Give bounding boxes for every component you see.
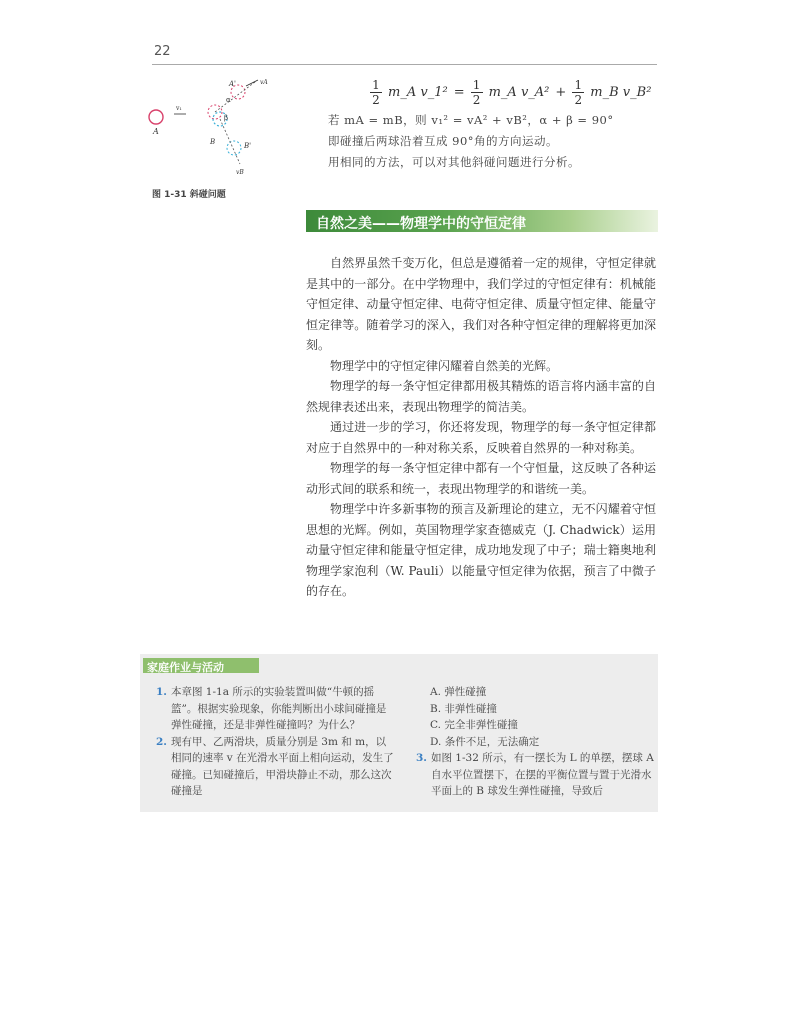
option-b: B. 非弹性碰撞 bbox=[430, 702, 497, 715]
label-b-prime: B' bbox=[244, 142, 252, 150]
ball-a bbox=[149, 110, 163, 124]
exercise-column-left bbox=[156, 684, 396, 800]
fraction-half: $\frac{1}{2}$ bbox=[370, 78, 382, 107]
energy-equation bbox=[370, 78, 651, 107]
paragraph: 物理学的每一条守恒定律都用极其精炼的语言将内涵丰富的自然规律表述出来，表现出物理学的简洁美。 bbox=[306, 379, 656, 414]
header-divider bbox=[152, 64, 657, 65]
exercise-number: 1. bbox=[156, 686, 167, 698]
equation-term-rhs2: m_B v_B² bbox=[590, 85, 652, 100]
equation-term-rhs1: m_A v_A² bbox=[488, 85, 550, 100]
fraction-half: $\frac{1}{2}$ bbox=[471, 78, 483, 107]
exercise-column-right bbox=[416, 684, 656, 800]
figure-caption: 图 1-31 斜碰问题 bbox=[152, 190, 226, 200]
option-a: A. 弹性碰撞 bbox=[430, 686, 487, 698]
section-title: 自然之美——物理学中的守恒定律 bbox=[316, 216, 526, 232]
label-b: B bbox=[210, 138, 216, 146]
equation-plus: + bbox=[555, 85, 567, 100]
equation-equals: = bbox=[453, 85, 465, 100]
label-va: vA bbox=[260, 79, 268, 86]
paragraph: 物理学中许多新事物的预言及新理论的建立，无不闪耀着守恒思想的光辉。例如，英国物理学家查德威克（J. Chadwick）运用动量守恒定律和能量守恒定律，成功地发现了中子；瑞士籍奥地利物理学家泡利（W. Pauli）以能量守恒定律为依据，预言了中微子的存在。 bbox=[306, 502, 656, 598]
ball-b-after bbox=[227, 141, 241, 155]
option-d: D. 条件不足，无法确定 bbox=[430, 735, 540, 748]
label-vb: vB bbox=[236, 169, 244, 176]
exercise-text: 如图 1-32 所示，有一摆长为 L 的单摆，摆球 A 自水平位置摆下，在摆的平衡位置与置于光滑水平面上的 B 球发生弹性碰撞，导致后 bbox=[430, 752, 654, 797]
arrow-va bbox=[246, 80, 258, 86]
equation-conclusion: 即碰撞后两球沿着互成 90°角的方向运动。 bbox=[328, 134, 559, 148]
oblique-collision-diagram bbox=[140, 74, 280, 184]
option-c: C. 完全非弹性碰撞 bbox=[430, 719, 518, 731]
label-v1: v₁ bbox=[176, 105, 182, 112]
exercise-tab-label: 家庭作业与活动 bbox=[147, 661, 224, 674]
fraction-half: $\frac{1}{2}$ bbox=[572, 78, 584, 107]
exercise-number: 2. bbox=[156, 735, 167, 748]
exercise-item bbox=[416, 750, 656, 800]
label-a-prime: A' bbox=[229, 80, 236, 88]
label-beta: β bbox=[224, 114, 229, 122]
exercise-text: 现有甲、乙两滑块，质量分别是 3m 和 m，以相同的速率 v 在光滑水平面上相向运动，发生了碰撞。已知碰撞后，甲滑块静止不动，那么这次碰撞是 bbox=[170, 735, 394, 797]
paragraph: 物理学中的守恒定律闪耀着自然美的光辉。 bbox=[330, 358, 559, 373]
page-number: 22 bbox=[154, 44, 171, 59]
equation-note: 用相同的方法，可以对其他斜碰问题进行分析。 bbox=[328, 155, 580, 169]
exercise-item bbox=[156, 734, 396, 800]
equation-term-lhs: m_A v_1² bbox=[388, 85, 448, 100]
paragraph: 自然界虽然千变万化，但总是遵循着一定的规律，守恒定律就是其中的一部分。在中学物理中，我们学过的守恒定律有：机械能守恒定律、动量守恒定律、电荷守恒定律、质量守恒定律、能量守恒定律等。随着学习的深入，我们对各种守恒定律的理解将更加深刻。 bbox=[306, 256, 656, 352]
paragraph: 通过进一步的学习，你还将发现，物理学的每一条守恒定律都对应于自然界中的一种对称关系，反映着自然界的一种对称美。 bbox=[306, 420, 656, 455]
exercise-number: 3. bbox=[416, 752, 427, 764]
exercise-item bbox=[156, 684, 396, 734]
equation-condition: 若 mA = mB，则 v₁² = vA² + vB²，α + β = 90° bbox=[328, 113, 614, 127]
label-a: A bbox=[153, 127, 159, 136]
exercise-text: 本章图 1-1a 所示的实验装置叫做“牛顿的摇篮”。根据实验现象，你能判断出小球间碰撞是弹性碰撞，还是非弹性碰撞吗？为什么？ bbox=[170, 686, 387, 731]
label-alpha: α bbox=[226, 96, 231, 104]
section-body bbox=[306, 253, 656, 602]
paragraph: 物理学的每一条守恒定律中都有一个守恒量，这反映了各种运动形式间的联系和统一，表现出物理学的和谐统一美。 bbox=[306, 461, 656, 496]
